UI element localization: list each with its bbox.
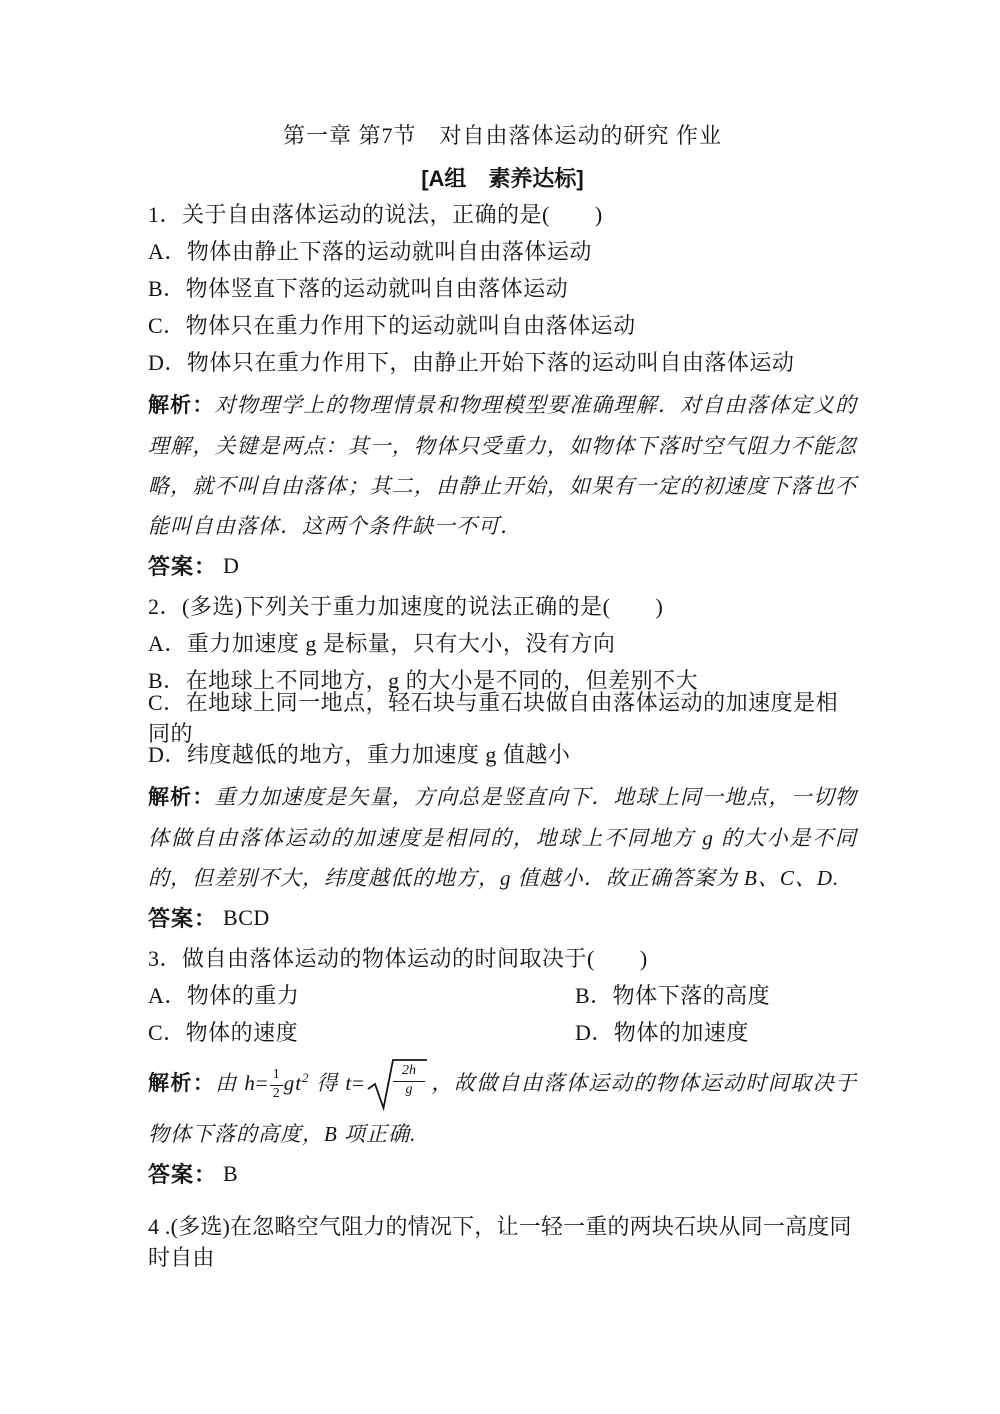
analysis-mid-text: 得 <box>309 1070 346 1095</box>
page-title: 第一章 第7节 对自由落体运动的研究 作业 <box>282 123 722 148</box>
fraction-2h-over-g <box>393 1063 425 1099</box>
question-3-option-d: D．物体的加速度 <box>575 1020 749 1045</box>
question-2-option-b: B．在地球上不同地方，g 的大小是不同的，但差别不大 <box>148 668 699 693</box>
fraction-denominator: 2 <box>272 1086 280 1101</box>
question-3-options-row-1 <box>148 976 857 1013</box>
answer-label: 答案： <box>148 554 218 579</box>
question-1-answer-value: D <box>223 552 240 578</box>
question-1-option-a: A．物体由静止下落的运动就叫自由落体运动 <box>148 239 592 264</box>
question-2-option-a: A．重力加速度 g 是标量，只有大小，没有方向 <box>148 631 616 656</box>
analysis-label: 解析： <box>148 786 215 809</box>
square-root-expression <box>366 1056 430 1114</box>
question-3-option-a: A．物体的重力 <box>148 983 300 1008</box>
question-4 <box>148 1213 857 1270</box>
fraction-denominator: g <box>405 1081 413 1097</box>
question-1-option-c: C．物体只在重力作用下的运动就叫自由落体运动 <box>148 313 636 338</box>
formula-h-variable: h <box>244 1070 256 1095</box>
question-1-analysis-text: 对物理学上的物理情景和物理模型要准确理解．对自由落体定义的理解，关键是两点：其一，物体只受重力，如物体下落时空气阻力不能忽略，就不叫自由落体；其二，由静止开始，如果有一定的初速度下落也不能叫自由落体．这两个条件缺一不可． <box>148 393 857 538</box>
question-2-analysis <box>148 777 857 898</box>
question-4-stem: 4 .(多选)在忽略空气阻力的情况下，让一轻一重的两块石块从同一高度同时自由 <box>148 1213 852 1270</box>
question-3-answer <box>148 1155 857 1192</box>
formula-gt-term: gt <box>283 1070 303 1095</box>
question-3-option-c: C．物体的速度 <box>148 1020 299 1045</box>
question-1-stem: 1．关于自由落体运动的说法，正确的是( ) <box>148 202 603 227</box>
question-3-answer-value: B <box>223 1160 239 1186</box>
question-2 <box>148 587 857 936</box>
question-1-answer <box>148 547 857 584</box>
question-3-analysis <box>148 1056 857 1154</box>
analysis-label: 解析： <box>148 394 215 417</box>
question-2-option-d: D．纬度越低的地方，重力加速度 g 值越小 <box>148 742 571 767</box>
answer-label: 答案： <box>148 1162 218 1187</box>
equals-sign: = <box>255 1070 269 1095</box>
fraction-one-half <box>270 1067 283 1103</box>
formula-t-variable: t <box>345 1070 353 1095</box>
question-3-options-row-2 <box>148 1013 857 1050</box>
question-2-answer <box>148 899 857 936</box>
fraction-numerator: 1 <box>270 1067 283 1086</box>
analysis-label: 解析： <box>148 1071 216 1095</box>
exponent: 2 <box>302 1069 310 1085</box>
question-3 <box>148 939 857 1192</box>
question-3-stem: 3．做自由落体运动的物体运动的时间取决于( ) <box>148 946 648 971</box>
question-1 <box>148 195 857 584</box>
question-2-answer-value: BCD <box>223 904 270 930</box>
fraction-numerator: 2h <box>393 1063 425 1082</box>
equals-sign: = <box>352 1070 365 1095</box>
question-2-option-c: C．在地球上同一地点，轻石块与重石块做自由落体运动的加速度是相同的 <box>148 689 839 746</box>
question-1-option-b: B．物体竖直下落的运动就叫自由落体运动 <box>148 276 569 301</box>
group-header: [A组 素养达标] <box>421 166 584 191</box>
question-1-option-d: D．物体只在重力作用下，由静止开始下落的运动叫自由落体运动 <box>148 350 795 375</box>
analysis-post-text: ，故做自由落体运动的物体运动时间取决于物体下落的高度，B 项正确. <box>148 1070 858 1146</box>
question-3-option-b: B．物体下落的高度 <box>575 983 771 1008</box>
answer-label: 答案： <box>148 906 218 931</box>
analysis-pre-text: 由 <box>215 1070 245 1095</box>
question-1-analysis <box>148 385 857 546</box>
question-2-stem: 2．(多选)下列关于重力加速度的说法正确的是( ) <box>148 594 664 619</box>
question-2-analysis-text: 重力加速度是矢量，方向总是竖直向下．地球上同一地点，一切物体做自由落体运动的加速度是相同的，地球上不同地方 g 的大小是不同的，但差别不大，纬度越低的地方，g 值越小．故正确答案为 B、C、D. <box>148 785 857 890</box>
